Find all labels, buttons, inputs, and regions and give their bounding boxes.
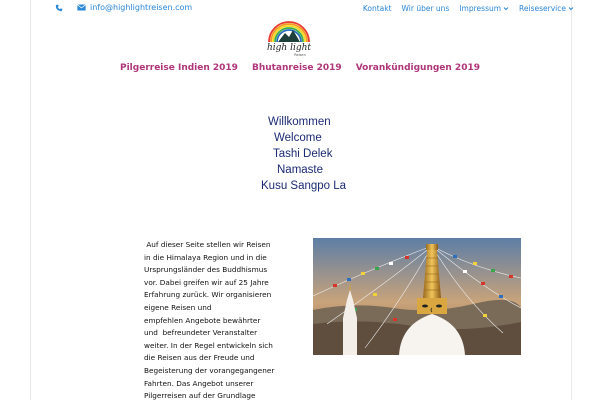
logo-text: high light [266, 43, 312, 53]
envelope-icon [77, 4, 86, 11]
intro-line: Erfahrung zurück. Wir organisieren [144, 290, 272, 300]
intro-line: Fahrten. Das Angebot unserer [144, 378, 254, 388]
chevron-down-icon [568, 6, 574, 11]
nav-item-impressum[interactable] [459, 4, 509, 13]
top-nav [363, 4, 574, 13]
intro-line: eigene Reisen und [144, 302, 212, 312]
greeting-line: Willkommen [268, 116, 331, 128]
intro-text [144, 239, 292, 403]
stupa-photo [313, 238, 521, 355]
greeting-line: Tashi Delek [273, 148, 333, 160]
logo-subtext: Reisen [294, 53, 306, 57]
nav-label: Impressum [459, 4, 502, 13]
phone-icon[interactable] [55, 4, 63, 12]
intro-line: vor. Dabei greifen wir auf 25 Jahre [144, 277, 269, 287]
chevron-down-icon [503, 6, 509, 11]
intro-line: in die Himalaya Region und in die [144, 252, 267, 262]
intro-line: Pilgerreisen auf der Grundlage [144, 391, 256, 401]
nav-item-reiseservice[interactable] [519, 4, 574, 13]
nav-label: Wir über uns [401, 4, 450, 13]
email-link[interactable]: info@highlightreisen.com [90, 3, 193, 12]
intro-line: Auf dieser Seite stellen wir Reisen [144, 240, 271, 249]
nav-item-vorankuendigungen[interactable]: Vorankündigungen 2019 [355, 63, 480, 73]
intro-line: empfehlen Angebote bewährter [144, 315, 261, 325]
intro-line: und befreundeter Veranstalter [144, 328, 258, 338]
contact-info [55, 3, 192, 12]
intro-line: weiter. In der Regel entwickeln sich [144, 340, 273, 350]
intro-line: Ursprungsländer des Buddhismus [144, 265, 268, 275]
nav-label: Kontakt [362, 4, 392, 13]
nav-item-kontakt[interactable] [363, 4, 392, 13]
nav-item-wir-ueber-uns[interactable] [402, 4, 450, 13]
site-logo[interactable] [266, 16, 312, 58]
intro-line: die Reisen aus der Freude und [144, 353, 255, 363]
nav-item-bhutanreise[interactable]: Bhutanreise 2019 [251, 63, 342, 73]
greeting-line: Welcome [274, 132, 322, 144]
intro-line: Begeisterung der vorangegangener [144, 365, 275, 375]
nav-label: Reiseservice [519, 4, 566, 13]
main-nav [0, 63, 600, 73]
greeting-line: Kusu Sangpo La [261, 180, 347, 192]
greeting-line: Namaste [277, 164, 324, 176]
nav-item-pilgerreise[interactable]: Pilgerreise Indien 2019 [120, 63, 238, 73]
